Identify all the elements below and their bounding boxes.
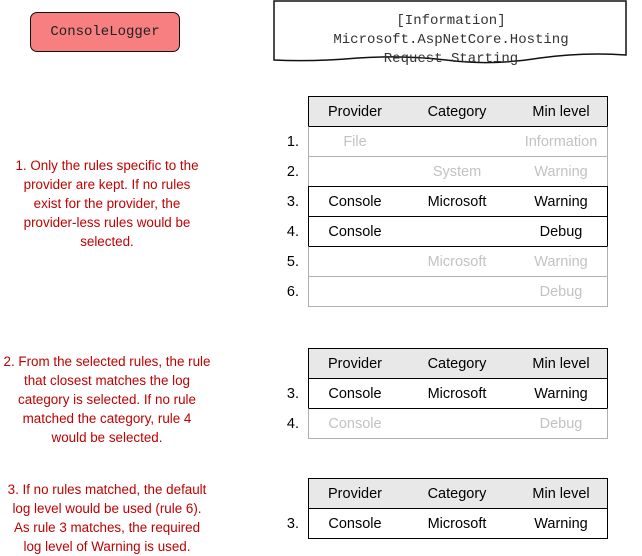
console-logger-label: ConsoleLogger xyxy=(50,24,160,40)
step-1-note-line: exist for the provider, the xyxy=(33,196,181,211)
cell-provider: Console xyxy=(328,415,382,432)
table-row xyxy=(286,156,608,187)
cell-min-level: Warning xyxy=(534,163,588,180)
header-min-level: Min level xyxy=(532,355,590,372)
step-3-note-line: log level would be used (rule 6). xyxy=(12,501,202,516)
header-provider: Provider xyxy=(328,355,382,372)
step-1-note-line: selected. xyxy=(80,234,134,249)
cell-min-level: Debug xyxy=(539,223,583,240)
rule-number: 4. xyxy=(286,415,299,432)
cell-category: Microsoft xyxy=(427,193,487,210)
step-2-note-line: category is selected. If no rule xyxy=(18,392,196,407)
log-message-line-1: [Information] Microsoft.AspNetCore.Hosting xyxy=(333,13,569,48)
cell-category: System xyxy=(432,163,482,180)
step-3-note-line: As rule 3 matches, the required xyxy=(13,520,201,535)
cell-min-level: Debug xyxy=(539,283,583,300)
header-provider: Provider xyxy=(328,485,382,502)
table-row xyxy=(286,246,608,277)
rule-number: 3. xyxy=(286,385,299,402)
step-3-note-line: 3. If no rules matched, the default xyxy=(7,482,207,497)
header-category: Category xyxy=(427,355,487,372)
table-row xyxy=(286,276,608,307)
rule-number: 6. xyxy=(286,283,299,300)
rule-number: 3. xyxy=(286,193,299,210)
table-header-row xyxy=(308,478,608,509)
rule-number: 2. xyxy=(286,163,299,180)
step-3-rules-table xyxy=(286,478,608,539)
table-row xyxy=(286,378,608,409)
table-row xyxy=(286,408,608,439)
step-1-note xyxy=(0,156,214,251)
cell-min-level: Debug xyxy=(539,415,583,432)
step-2-note-line: matched the category, rule 4 xyxy=(22,411,192,426)
cell-provider: Console xyxy=(328,515,382,532)
rule-number: 1. xyxy=(286,133,299,150)
cell-provider: Console xyxy=(328,193,382,210)
step-3-note-line: log level of Warning is used. xyxy=(23,539,191,554)
step-2-note-line: would be selected. xyxy=(51,430,163,445)
cell-provider: File xyxy=(343,133,367,150)
step-2-rules-table xyxy=(286,348,608,439)
cell-min-level: Warning xyxy=(534,515,588,532)
log-message-line-2: Request Starting xyxy=(383,51,519,67)
step-2-note-line: that closest matches the log xyxy=(24,373,190,388)
cell-provider: Console xyxy=(328,385,382,402)
console-logger-box xyxy=(30,12,180,52)
cell-min-level: Information xyxy=(524,133,598,150)
step-1-note-line: provider are kept. If no rules xyxy=(23,177,191,192)
table-row xyxy=(286,216,608,247)
header-provider: Provider xyxy=(328,103,382,120)
rule-number: 5. xyxy=(286,253,299,270)
step-1-rules-table xyxy=(286,96,608,307)
table-row xyxy=(286,508,608,539)
log-message-text xyxy=(276,12,626,69)
step-3-note xyxy=(0,480,214,556)
table-header-row xyxy=(308,96,608,127)
cell-min-level: Warning xyxy=(534,253,588,270)
header-min-level: Min level xyxy=(532,103,590,120)
step-2-note-line: 2. From the selected rules, the rule xyxy=(3,354,211,369)
header-category: Category xyxy=(427,103,487,120)
table-row xyxy=(286,126,608,157)
step-1-note-line: provider-less rules would be xyxy=(23,215,191,230)
header-category: Category xyxy=(427,485,487,502)
rule-number: 4. xyxy=(286,223,299,240)
cell-min-level: Warning xyxy=(534,385,588,402)
cell-category: Microsoft xyxy=(427,385,487,402)
cell-provider: Console xyxy=(328,223,382,240)
cell-category: Microsoft xyxy=(427,253,487,270)
rule-number: 3. xyxy=(286,515,299,532)
step-1-note-line: 1. Only the rules specific to the xyxy=(15,158,199,173)
table-header-row xyxy=(308,348,608,379)
step-2-note xyxy=(0,352,214,447)
cell-min-level: Warning xyxy=(534,193,588,210)
table-row xyxy=(286,186,608,217)
cell-category: Microsoft xyxy=(427,515,487,532)
header-min-level: Min level xyxy=(532,485,590,502)
